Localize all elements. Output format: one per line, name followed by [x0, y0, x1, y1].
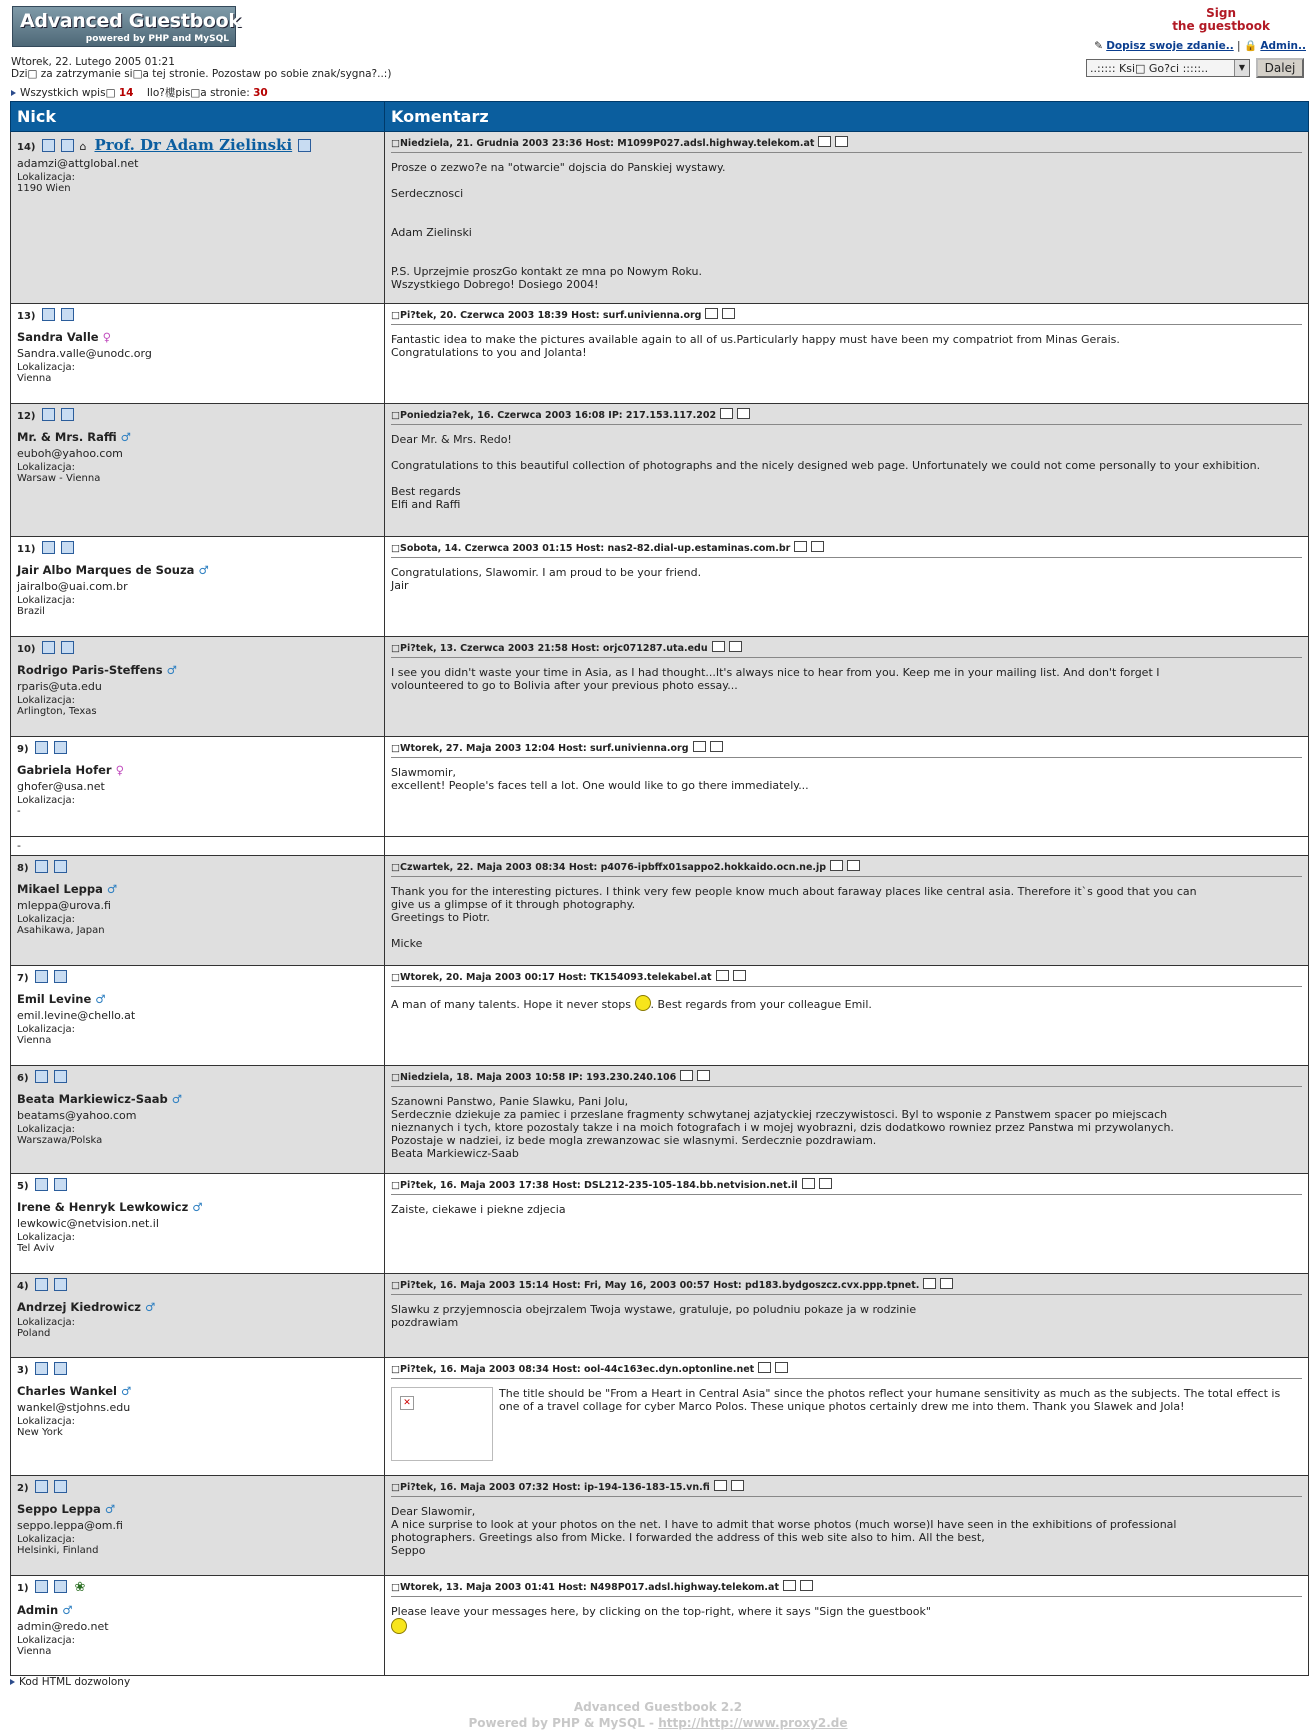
entry-message: Dear Mr. & Mrs. Redo! Congratulations to this beautiful collection of photographs and the nicely designed web page. Unfortunately we could not come personally to your exhibition. Best regards Elfi and Raffi	[391, 433, 1261, 511]
comment-cell	[385, 537, 1309, 637]
email-icon[interactable]	[61, 308, 74, 321]
entries-per-page: 30	[253, 87, 268, 99]
document-icon: □	[391, 743, 400, 754]
location-label: Lokalizacja:	[17, 595, 75, 606]
entry-number: 1)	[17, 1583, 29, 1594]
table-row	[11, 1274, 1309, 1358]
table-row	[11, 537, 1309, 637]
comment-cell	[385, 966, 1309, 1066]
author-name: Beata Markiewicz-Saab	[17, 1092, 168, 1106]
author-email[interactable]: adamzi@attglobal.net	[17, 157, 139, 170]
comment-cell	[385, 856, 1309, 966]
email-icon[interactable]	[54, 1070, 67, 1083]
profile-icon[interactable]	[35, 1480, 48, 1493]
email-icon[interactable]	[54, 741, 67, 754]
edit-icon[interactable]	[705, 308, 718, 319]
go-button[interactable]: Dalej	[1256, 58, 1304, 78]
location-label: Lokalizacja:	[17, 1124, 75, 1135]
proxy2-link[interactable]: http://http://www.proxy2.de	[658, 1716, 848, 1730]
location-label: Lokalizacja:	[17, 1232, 75, 1243]
email-icon[interactable]	[54, 860, 67, 873]
location-label: Lokalizacja:	[17, 172, 75, 183]
quote-icon[interactable]	[731, 1480, 744, 1491]
location-label: Lokalizacja:	[17, 362, 75, 373]
location-value: Tel Aviv	[17, 1243, 55, 1254]
broken-image	[391, 1387, 493, 1461]
email-icon[interactable]	[54, 1178, 67, 1191]
entry-number: 6)	[17, 1073, 29, 1084]
female-icon: ♀	[115, 763, 124, 777]
edit-icon[interactable]	[802, 1178, 815, 1189]
male-icon: ♂	[104, 1502, 116, 1516]
location-value: Brazil	[17, 606, 45, 617]
author-name: Rodrigo Paris-Steffens	[17, 663, 163, 677]
male-icon: ♂	[106, 882, 118, 896]
document-icon: □	[391, 643, 400, 654]
author-name: Mikael Leppa	[17, 882, 103, 896]
email-icon[interactable]	[54, 1580, 67, 1593]
add-entry-link[interactable]: Dopisz swoje zdanie..	[1106, 40, 1234, 52]
profile-icon[interactable]	[35, 1070, 48, 1083]
entry-number: 5)	[17, 1181, 29, 1192]
profile-icon[interactable]	[35, 1362, 48, 1375]
entry-message: The title should be "From a Heart in Central Asia" since the photos reflect your humane sensitivity as much as the subjects. The total effect is one of a travel collage for cyber Marco Polos. These unique photos certainly drew me into them. Thank you Slawek and Jola!	[499, 1387, 1281, 1413]
nick-cell	[11, 132, 385, 304]
sign-guestbook-link[interactable]: Sign the guestbook	[1172, 6, 1270, 33]
profile-icon[interactable]	[35, 1278, 48, 1291]
comment-cell	[385, 132, 1309, 304]
location-value: Warszawa/Polska	[17, 1135, 103, 1146]
entry-message: Fantastic idea to make the pictures available again to all of us.Particularly happy must have been my compatriot from Minas Gerais. Congratulations to you and Jolanta!	[391, 333, 1120, 359]
entry-header: □Sobota, 14. Czerwca 2003 01:15 Host: nas2-82.dial-up.estaminas.com.br	[391, 541, 1302, 558]
edit-icon[interactable]	[720, 408, 733, 419]
male-icon: ♂	[120, 430, 131, 444]
document-icon: □	[391, 862, 400, 873]
entry-message: Congratulations, Slawomir. I am proud to be your friend. Jair	[391, 566, 702, 592]
table-row	[11, 1576, 1309, 1676]
table-row	[11, 1476, 1309, 1576]
location-label: Lokalizacja:	[17, 1635, 75, 1646]
location-label: Lokalizacja:	[17, 462, 75, 473]
quote-icon[interactable]	[722, 308, 735, 319]
author-name: Charles Wankel	[17, 1384, 117, 1398]
lock-icon: 🔒	[1243, 40, 1258, 52]
author-email[interactable]: admin@redo.net	[17, 1620, 109, 1633]
entry-number: 11)	[17, 544, 36, 555]
nick-cell	[11, 737, 385, 837]
author-email[interactable]: beatams@yahoo.com	[17, 1109, 137, 1122]
nick-cell	[11, 637, 385, 737]
entry-header: □Poniedzia?ek, 16. Czerwca 2003 16:08 IP: 217.153.117.202	[391, 408, 1302, 425]
quote-icon[interactable]	[697, 1070, 710, 1081]
quote-icon[interactable]	[819, 1178, 832, 1189]
edit-icon[interactable]	[714, 1480, 727, 1491]
comment-cell	[385, 1358, 1309, 1476]
location-label: Lokalizacja:	[17, 1534, 75, 1545]
comment-cell	[385, 1174, 1309, 1274]
table-row	[11, 132, 1309, 304]
nick-cell	[11, 856, 385, 966]
author-name: Andrzej Kiedrowicz	[17, 1300, 141, 1314]
entry-message: Slawku z przyjemnoscia obejrzalem Twoja wystawe, gratuluje, po poludniu pokaze ja w rodzinie pozdrawiam	[391, 1303, 917, 1329]
entry-header: □Wtorek, 27. Maja 2003 12:04 Host: surf.univienna.org	[391, 741, 1302, 758]
comment-cell	[385, 404, 1309, 537]
entry-header: □Wtorek, 20. Maja 2003 00:17 Host: TK154093.telekabel.at	[391, 970, 1302, 987]
male-icon: ♂	[192, 1200, 203, 1214]
edit-icon[interactable]	[712, 641, 725, 652]
female-icon: ♀	[102, 330, 112, 344]
entry-message: Szanowni Panstwo, Panie Slawku, Pani Jolu, Serdecznie dziekuje za pamiec i przeslane fragmenty schwytanej azjatyckiej rzeczywistosci. Byl to wsponie z Panstwem spacer po miejscach nieznanych i tych, ktore pozostaly takze i na moich fotografach i w mojej wyobrazni, dzis dodatkowo rowniez przez Panstwa mi przywolanych. Pozostaje w nadziei, iz bede mogla zrewanzowac sie wlasnymi. Serdecznie pozdrawiam. Beata Markiewicz-Saab	[391, 1095, 1174, 1160]
quote-icon[interactable]	[811, 541, 824, 552]
email-icon[interactable]	[61, 641, 74, 654]
email-icon[interactable]	[54, 970, 67, 983]
table-header	[11, 102, 1309, 132]
spacer-cell: -	[11, 837, 385, 856]
location-label: Lokalizacja:	[17, 795, 75, 806]
nick-cell	[11, 537, 385, 637]
edit-icon[interactable]	[680, 1070, 693, 1081]
document-icon: □	[391, 1582, 400, 1593]
entry-message: Thank you for the interesting pictures. I think very few people know much about faraway places like central asia. Therefore it`s good that you can give us a glimpse of it through photography. Greetings to Piotr. Micke	[391, 885, 1197, 950]
column-nick: Nick	[11, 102, 385, 132]
comment-cell	[385, 1274, 1309, 1358]
profile-icon[interactable]	[42, 641, 55, 654]
table-row	[11, 737, 1309, 837]
author-name: Emil Levine	[17, 992, 92, 1006]
male-icon: ♂	[198, 563, 209, 577]
document-icon: □	[391, 543, 400, 554]
document-icon: □	[391, 1280, 400, 1291]
entry-message: Prosze o zezwo?e na "otwarcie" dojscia do Panskiej wystawy. Serdecznosci Adam Zielinski P.S. Uprzejmie proszGo kontakt ze mna po Nowym Roku. Wszystkiego Dobrego! Dosiego 2004!	[391, 161, 726, 291]
quote-icon[interactable]	[940, 1278, 953, 1289]
location-value: Asahikawa, Japan	[17, 925, 105, 936]
table-row	[11, 1174, 1309, 1274]
author-email[interactable]: seppo.leppa@om.fi	[17, 1519, 123, 1532]
comment-cell	[385, 1066, 1309, 1174]
edit-icon[interactable]	[818, 136, 831, 147]
entry-header: □Czwartek, 22. Maja 2003 08:34 Host: p4076-ipbffx01sappo2.hokkaido.ocn.ne.jp	[391, 860, 1302, 877]
entry-header: □Pi?tek, 16. Maja 2003 15:14 Host: Fri, May 16, 2003 00:57 Host: pd183.bydgoszcz.cvx.ppp.tpnet.	[391, 1278, 1302, 1295]
male-icon: ♂	[166, 663, 177, 677]
nick-cell	[11, 1274, 385, 1358]
total-entries: 14	[118, 87, 134, 99]
quote-icon[interactable]	[737, 408, 750, 419]
guestbook-logo: Advanced Guestbook powered by PHP and MySQL	[12, 6, 236, 47]
edit-icon[interactable]	[794, 541, 807, 552]
entry-header: □Pi?tek, 16. Maja 2003 17:38 Host: DSL212-235-105-184.bb.netvision.net.il	[391, 1178, 1302, 1195]
profile-icon[interactable]	[42, 408, 55, 421]
nick-cell	[11, 1576, 385, 1676]
comment-cell	[385, 304, 1309, 404]
entry-number: 7)	[17, 973, 29, 984]
email-icon[interactable]	[61, 541, 74, 554]
entry-number: 13)	[17, 311, 36, 322]
header-links: ✎ Dopisz swoje zdanie.. | 🔒 Admin..	[1094, 40, 1306, 52]
location-value: New York	[17, 1427, 63, 1438]
nick-cell	[11, 1358, 385, 1476]
nick-cell	[11, 304, 385, 404]
nick-cell	[11, 1174, 385, 1274]
entry-message: Slawmomir, excellent! People's faces tell a lot. One would like to go there immediately...	[391, 766, 809, 792]
email-icon[interactable]	[54, 1362, 67, 1375]
author-name: Jair Albo Marques de Souza	[17, 563, 195, 577]
broken-image-icon: ✕	[400, 1396, 414, 1410]
nick-cell	[11, 966, 385, 1066]
entry-number: 8)	[17, 863, 29, 874]
male-icon: ♂	[144, 1300, 156, 1314]
location-value: Vienna	[17, 1035, 52, 1046]
guestbook-table	[10, 101, 1309, 1676]
entry-number: 4)	[17, 1281, 29, 1292]
document-icon: □	[391, 138, 400, 149]
location-value: Vienna	[17, 1646, 52, 1657]
location-value: 1190 Wien	[17, 183, 71, 194]
edit-icon[interactable]	[693, 741, 706, 752]
table-row	[11, 966, 1309, 1066]
icq-icon[interactable]: ❀	[74, 1580, 86, 1595]
entry-message: A man of many talents. Hope it never stops . Best regards from your colleague Emil.	[391, 995, 1302, 1011]
edit-icon[interactable]	[783, 1580, 796, 1591]
triangle-icon	[10, 1679, 15, 1685]
profile-icon[interactable]	[35, 1580, 48, 1593]
nick-cell	[11, 1066, 385, 1174]
profile-icon[interactable]	[35, 860, 48, 873]
location-value: Arlington, Texas	[17, 706, 97, 717]
email-icon[interactable]	[54, 1278, 67, 1291]
author-name: Irene & Henryk Lewkowicz	[17, 1200, 189, 1214]
version-text: Advanced Guestbook 2.2	[573, 1700, 743, 1714]
author-name: Admin	[17, 1603, 59, 1617]
homepage-icon[interactable]	[298, 139, 311, 152]
profile-icon[interactable]	[42, 541, 55, 554]
table-row	[11, 304, 1309, 404]
entry-counts: Wszystkich wpis□ 14 Ilo?樓pis□a stronie: 30	[11, 85, 268, 100]
entry-number: 14)	[17, 142, 36, 153]
author-email[interactable]: euboh@yahoo.com	[17, 447, 123, 460]
document-icon: □	[391, 1072, 400, 1083]
author-name[interactable]: Prof. Dr Adam Zielinski	[94, 136, 293, 154]
document-icon: □	[391, 972, 400, 983]
entry-message: Dear Slawomir, A nice surprise to look at your photos on the net. I have to admit that worse photos (much worse)I have seen in the exhibitions of professional photographers. Greetings also from Micke. I forwarded the address of this web site also to him. All the best, Seppo	[391, 1505, 1177, 1557]
quote-icon[interactable]	[710, 741, 723, 752]
author-email[interactable]: rparis@uta.edu	[17, 680, 102, 693]
author-name: Seppo Leppa	[17, 1502, 101, 1516]
smiley-icon	[635, 995, 651, 1011]
entry-number: 2)	[17, 1483, 29, 1494]
spacer-row	[11, 837, 1309, 856]
entry-message: I see you didn't waste your time in Asia, as I had thought...It's always nice to hear from you. Keep me in your mailing list. And don't forget I volounteered to go to Bolivia after your previous photo essay...	[391, 666, 1160, 692]
author-email[interactable]: mleppa@urova.fi	[17, 899, 111, 912]
author-email[interactable]: Sandra.valle@unodc.org	[17, 347, 152, 360]
edit-icon[interactable]	[716, 970, 729, 981]
location-label: Lokalizacja:	[17, 1317, 75, 1328]
entry-header: □Pi?tek, 20. Czerwca 2003 18:39 Host: surf.univienna.org	[391, 308, 1302, 325]
location-label: Lokalizacja:	[17, 914, 75, 925]
profile-icon[interactable]	[35, 970, 48, 983]
edit-icon[interactable]	[830, 860, 843, 871]
entry-message: Zaiste, ciekawe i piekne zdjecia	[391, 1203, 566, 1216]
document-icon: □	[391, 1180, 400, 1191]
author-email[interactable]: jairalbo@uai.com.br	[17, 580, 128, 593]
triangle-icon	[11, 90, 16, 96]
table-row	[11, 404, 1309, 537]
author-name: Sandra Valle	[17, 330, 99, 344]
email-icon[interactable]	[61, 139, 74, 152]
edit-icon[interactable]	[923, 1278, 936, 1289]
table-row	[11, 856, 1309, 966]
author-email[interactable]: lewkowic@netvision.net.il	[17, 1217, 159, 1230]
quote-icon[interactable]	[847, 860, 860, 871]
author-name: Mr. & Mrs. Raffi	[17, 430, 117, 444]
quote-icon[interactable]	[733, 970, 746, 981]
entry-header: □Pi?tek, 16. Maja 2003 08:34 Host: ool-44c163ec.dyn.optonline.net	[391, 1362, 1302, 1379]
column-comment: Komentarz	[385, 102, 1309, 132]
entry-message: Please leave your messages here, by clicking on the top-right, where it says "Sign the guestbook"	[391, 1605, 1302, 1634]
male-icon: ♂	[171, 1092, 183, 1106]
male-icon: ♂	[62, 1603, 73, 1617]
quote-icon[interactable]	[775, 1362, 788, 1373]
spacer-cell	[385, 837, 1309, 856]
smiley-icon	[391, 1618, 407, 1634]
location-label: Lokalizacja:	[17, 695, 75, 706]
entry-number: 10)	[17, 644, 36, 655]
entry-header: □Pi?tek, 16. Maja 2003 07:32 Host: ip-194-136-183-15.vn.fi	[391, 1480, 1302, 1497]
entry-number: 9)	[17, 744, 29, 755]
html-allowed-note: Kod HTML dozwolony	[10, 1676, 130, 1688]
author-email[interactable]: wankel@stjohns.edu	[17, 1401, 131, 1414]
entry-header: □Pi?tek, 13. Czerwca 2003 21:58 Host: orjc071287.uta.edu	[391, 641, 1302, 658]
table-row	[11, 1358, 1309, 1476]
comment-cell	[385, 1476, 1309, 1576]
home-icon[interactable]: ⌂	[79, 140, 87, 153]
powered-text: Powered by PHP & MySQL - http://http://www.proxy2.de	[468, 1716, 848, 1730]
location-value: Warsaw - Vienna	[17, 473, 101, 484]
entry-header: □Wtorek, 13. Maja 2003 01:41 Host: N498P017.adsl.highway.telekom.at	[391, 1580, 1302, 1597]
entry-header: □Niedziela, 18. Maja 2003 10:58 IP: 193.230.240.106	[391, 1070, 1302, 1087]
table-row	[11, 637, 1309, 737]
document-icon: □	[391, 1364, 400, 1375]
location-value: Vienna	[17, 373, 52, 384]
location-value: -	[17, 806, 21, 817]
comment-cell	[385, 1576, 1309, 1676]
nick-cell	[11, 1476, 385, 1576]
entry-header: □Niedziela, 21. Grudnia 2003 23:36 Host: M1099P027.adsl.highway.telekom.at	[391, 136, 1302, 153]
edit-icon[interactable]	[758, 1362, 771, 1373]
email-icon[interactable]	[61, 408, 74, 421]
entry-number: 3)	[17, 1365, 29, 1376]
admin-link[interactable]: Admin..	[1260, 40, 1306, 52]
quote-icon[interactable]	[729, 641, 742, 652]
comment-cell	[385, 637, 1309, 737]
author-email[interactable]: ghofer@usa.net	[17, 780, 105, 793]
profile-icon[interactable]	[35, 1178, 48, 1191]
author-email[interactable]: emil.levine@chello.at	[17, 1009, 136, 1022]
location-value: Helsinki, Finland	[17, 1545, 99, 1556]
quote-icon[interactable]	[835, 136, 848, 147]
quote-icon[interactable]	[800, 1580, 813, 1591]
profile-icon[interactable]	[42, 308, 55, 321]
location-label: Lokalizacja:	[17, 1024, 75, 1035]
male-icon: ♂	[120, 1384, 132, 1398]
comment-cell	[385, 737, 1309, 837]
entry-number: 12)	[17, 411, 36, 422]
document-icon: □	[391, 1482, 400, 1493]
author-name: Gabriela Hofer	[17, 763, 112, 777]
welcome-text: Dzi□ za zatrzymanie si□a tej stronie. Pozostaw po sobie znak/sygna?..:)	[11, 68, 392, 80]
profile-icon[interactable]	[42, 139, 55, 152]
pencil-icon: ✎	[1094, 40, 1103, 52]
location-value: Poland	[17, 1328, 51, 1339]
current-date: Wtorek, 22. Lutego 2005 01:21	[11, 56, 175, 68]
guestbook-select[interactable]: ..::::: Ksi□ Go?ci :::::.. ▼	[1086, 59, 1250, 77]
male-icon: ♂	[95, 992, 106, 1006]
profile-icon[interactable]	[35, 741, 48, 754]
email-icon[interactable]	[54, 1480, 67, 1493]
location-label: Lokalizacja:	[17, 1416, 75, 1427]
document-icon: □	[391, 410, 400, 421]
table-row	[11, 1066, 1309, 1174]
nick-cell	[11, 404, 385, 537]
document-icon: □	[391, 310, 400, 321]
chevron-down-icon[interactable]: ▼	[1234, 60, 1249, 76]
